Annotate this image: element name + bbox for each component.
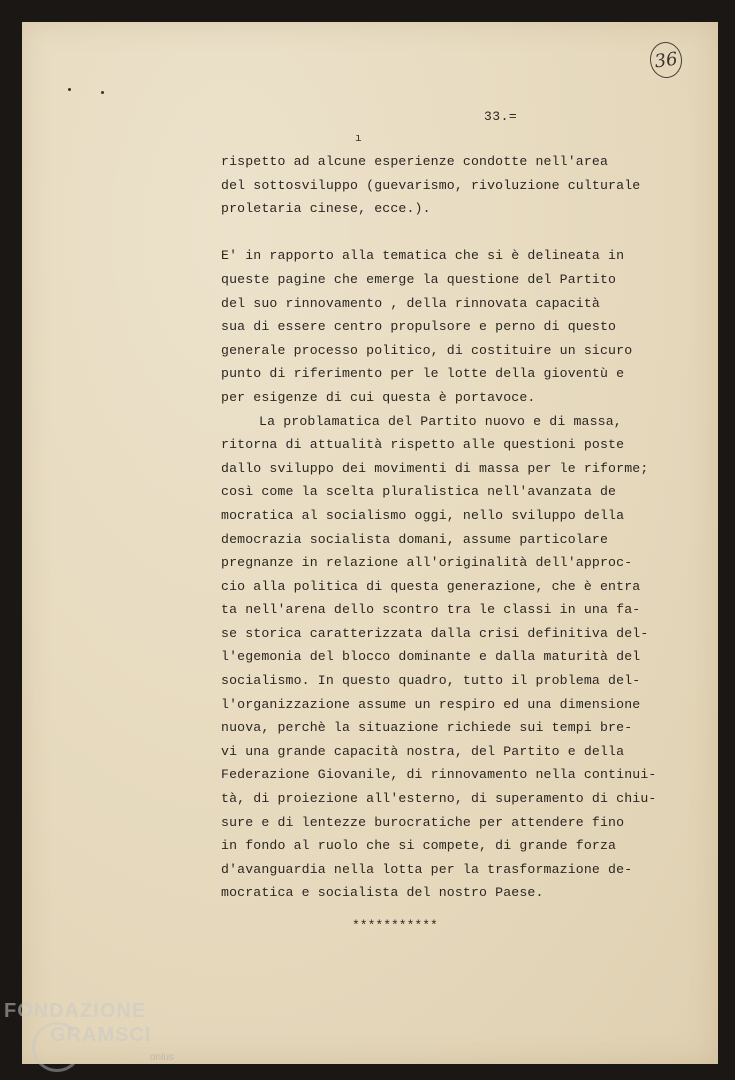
text-line: proletaria cinese, ecce.). [221, 201, 431, 217]
text-line: del suo rinnovamento , della rinnovata capacità [221, 295, 600, 311]
watermark-line2: GRAMSCI [50, 1024, 152, 1046]
text-line: per esigenze di cui questa è portavoce. [221, 389, 536, 405]
text-line: La problamatica del Partito nuovo e di massa, [259, 413, 622, 429]
text-line: rispetto ad alcune esperienze condotte nell'area [221, 154, 609, 169]
text-line: in fondo al ruolo che si compete, di grande forza [221, 838, 617, 854]
text-line: queste pagine che emerge la questione del Partito [221, 271, 617, 287]
text-line: socialismo. In questo quadro, tutto il problema del- [221, 673, 641, 689]
text-line: d'avanguardia nella lotta per la trasformazione de- [221, 861, 633, 877]
text-line: cio alla politica di questa generazione, che è entra [221, 578, 641, 594]
text-line: democrazia socialista domani, assume particolare [221, 531, 609, 547]
tick-mark: ı [355, 133, 362, 145]
paragraph-gap [221, 221, 661, 245]
end-separator: *********** [352, 918, 438, 933]
body-text [221, 150, 661, 905]
text-line: l'egemonia del blocco dominante e dalla maturità del [221, 649, 641, 665]
text-line: ritorna di attualità rispetto alle questioni poste [221, 437, 625, 453]
text-line: nuova, perchè la situazione richiede sui tempi bre- [221, 720, 633, 736]
document-page [22, 22, 718, 1064]
watermark-suffix: onlus [150, 1052, 174, 1063]
text-line: generale processo politico, di costituire un sicuro [221, 342, 633, 358]
text-line: del sottosviluppo (guevarismo, rivoluzione culturale [221, 177, 641, 193]
margin-mark [68, 88, 71, 91]
text-line: mocratica al socialismo oggi, nello sviluppo della [221, 507, 625, 523]
text-line: vi una grande capacità nostra, del Partito e della [221, 743, 625, 759]
text-line: sua di essere centro propulsore e perno di questo [221, 319, 617, 335]
archive-number-stamp [648, 40, 685, 80]
page-number: 33.= [484, 109, 518, 124]
margin-mark [101, 91, 104, 94]
text-line: E' in rapporto alla tematica che si è delineata in [221, 248, 625, 264]
text-line: se storica caratterizzata dalla crisi definitiva del- [221, 625, 649, 641]
text-line: punto di riferimento per le lotte della gioventù e [221, 366, 625, 382]
text-line: dallo sviluppo dei movimenti di massa per le riforme; [221, 460, 649, 476]
archive-number: 36 [653, 48, 679, 72]
text-line: mocratica e socialista del nostro Paese. [221, 885, 544, 901]
text-line: ta nell'arena dello scontro tra le classi in una fa- [221, 602, 641, 618]
text-line: sure e di lentezze burocratiche per attendere fino [221, 814, 625, 830]
text-line: l'organizzazione assume un respiro ed una dimensione [221, 696, 641, 712]
text-line: così come la scelta pluralistica nell'avanzata de [221, 484, 617, 500]
text-line: tà, di proiezione all'esterno, di superamento di chiu- [221, 791, 657, 807]
fondazione-gramsci-watermark [4, 1000, 174, 1063]
watermark-line1: FONDAZIONE [4, 1000, 147, 1022]
text-line: pregnanze in relazione all'originalità dell'approc- [221, 555, 633, 571]
text-line: Federazione Giovanile, di rinnovamento nella continui- [221, 767, 657, 783]
